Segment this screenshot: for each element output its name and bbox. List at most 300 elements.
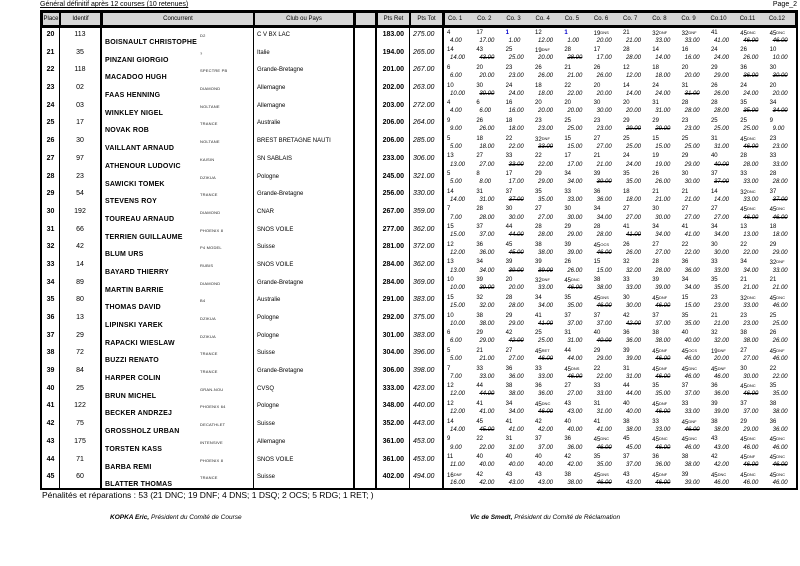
- pts-ret-cell: 333.00: [377, 382, 410, 400]
- race-result-cell: [737, 63, 766, 81]
- race-points: 30.00: [713, 249, 729, 256]
- race-result-cell: [561, 399, 590, 417]
- race-result-cell: [591, 187, 620, 205]
- race-points-discarded: 46.00: [537, 356, 553, 363]
- pts-tot-cell: 369.00: [410, 276, 444, 294]
- competitor-name: BAYARD THIERRY: [105, 268, 169, 276]
- race-points: 31.00: [596, 409, 612, 416]
- race-place: 36: [622, 330, 630, 337]
- race-points: 25.00: [537, 338, 553, 345]
- race-place: 7: [447, 365, 451, 372]
- race-result-cell: [473, 46, 502, 64]
- race-place: 25: [769, 312, 777, 319]
- race-place: 23: [505, 64, 513, 71]
- race-points: 42.00: [479, 479, 495, 486]
- penalties-summary: Pénalités et réparations : 53 (21 DNC; 19 DNF; 4 DNS; 1 DSQ; 2 OCS; 5 RDG; 1 RET; ): [42, 490, 374, 500]
- race-points: 31.00: [655, 108, 671, 115]
- boat-class-label: DECATHLET: [200, 422, 226, 428]
- race-points: 40.00: [479, 462, 495, 469]
- race-points: 34.00: [479, 267, 495, 274]
- race-result-cell: [591, 152, 620, 170]
- rank-cell: 40: [42, 382, 60, 400]
- race-place: 29: [710, 64, 718, 71]
- race-result-cell: [591, 470, 620, 488]
- race-code-label: DNC: [600, 436, 609, 442]
- race-result-cell: [620, 470, 649, 488]
- race-points-discarded: 42.00: [508, 338, 524, 345]
- gap-cell: [355, 417, 377, 435]
- race-result-cell: [503, 46, 532, 64]
- race-points: 23.00: [684, 126, 700, 133]
- race-points: 37.00: [567, 320, 583, 327]
- pts-ret-cell: 281.00: [377, 240, 410, 258]
- race-result-cell: [649, 187, 678, 205]
- race-result-cell: [620, 364, 649, 382]
- race-place: 10: [447, 277, 454, 284]
- table-row: [42, 293, 796, 311]
- race-result-cell: [444, 293, 473, 311]
- table-row: [42, 63, 796, 81]
- race-code-label: DNC: [746, 294, 756, 300]
- race-place: 22: [476, 436, 484, 443]
- race-place: 24: [652, 82, 659, 89]
- race-result-cell: [708, 417, 737, 435]
- race-place: 35: [622, 171, 630, 177]
- race-points: 5.00: [450, 356, 462, 363]
- race-points: 23.00: [508, 73, 524, 80]
- race-points-discarded: 46.00: [655, 409, 671, 416]
- race-result-cell: [708, 46, 737, 64]
- pts-tot-cell: 398.00: [410, 364, 444, 382]
- gap-cell: [355, 81, 377, 99]
- race-place: 34: [593, 206, 601, 213]
- club-cell: Grande-Bretagne: [254, 187, 355, 205]
- race-code-label: OCS: [600, 241, 609, 247]
- club-cell: Australie: [254, 293, 355, 311]
- race-points: 25.00: [508, 55, 524, 62]
- race-place: 14: [652, 47, 659, 54]
- race-result-cell: [679, 382, 708, 400]
- race-points: 25.00: [743, 126, 759, 133]
- race-result-cell: [679, 346, 708, 364]
- race-points: 18.00: [479, 143, 495, 150]
- race-place: 43: [476, 47, 484, 54]
- race-code-label: DNF: [658, 294, 668, 300]
- race-result-cell: [473, 453, 502, 471]
- race-points: 38.00: [508, 391, 524, 398]
- race-points: 38.00: [567, 479, 583, 486]
- race-place: 15: [652, 135, 659, 142]
- pts-ret-cell: 304.00: [377, 346, 410, 364]
- race-result-cell: [591, 364, 620, 382]
- race-points: 28.00: [625, 55, 641, 62]
- race-place: 36: [505, 365, 513, 372]
- race-place: 29: [593, 347, 601, 354]
- club-cell: Pologne: [254, 311, 355, 329]
- race-result-cell: [503, 134, 532, 152]
- race-points: 36.00: [713, 391, 729, 398]
- race-points: 28.00: [684, 108, 700, 115]
- race-result-cell: [591, 63, 620, 81]
- race-place: 43: [710, 436, 718, 443]
- race-place: 38: [593, 277, 601, 284]
- race-result-cell: [503, 382, 532, 400]
- race-result-cell: [561, 329, 590, 347]
- race-points-discarded: 46.00: [684, 426, 700, 433]
- race-points-discarded: 39.00: [596, 179, 612, 186]
- race-points: 20.00: [479, 73, 495, 80]
- race-place: 10: [769, 47, 777, 54]
- races-cells: [444, 240, 796, 258]
- table-row: [42, 187, 796, 205]
- rank-cell: 25: [42, 116, 60, 134]
- race-points: 36.00: [655, 462, 671, 469]
- race-result-cell: [591, 99, 620, 117]
- race-result-cell: [444, 187, 473, 205]
- race-result-cell: [444, 470, 473, 488]
- race-place: 26: [652, 171, 659, 177]
- race-points: 27.00: [537, 214, 553, 221]
- race-result-cell: [708, 63, 737, 81]
- race-column-header: Co. 4: [535, 16, 550, 22]
- race-result-cell: [620, 46, 649, 64]
- competitor-name: MARTIN BARRIE: [105, 286, 164, 294]
- race-code-label: DNS: [571, 365, 580, 371]
- race-result-cell: [767, 435, 796, 453]
- race-result-cell: [649, 453, 678, 471]
- race-place: 39: [681, 471, 689, 478]
- race-result-cell: [503, 311, 532, 329]
- race-place: 39: [476, 277, 484, 284]
- boat-class-label: P4 MODEL: [200, 245, 222, 251]
- race-points-discarded: 33.00: [508, 161, 524, 168]
- rank-cell: 42: [42, 417, 60, 435]
- table-row: [42, 152, 796, 170]
- race-result-cell: [444, 152, 473, 170]
- race-result-cell: [679, 205, 708, 223]
- race-place: 38: [740, 330, 747, 337]
- race-place: 35: [710, 277, 718, 284]
- race-points: 38.00: [537, 249, 553, 256]
- race-points: 31.00: [713, 143, 729, 150]
- races-cells: [444, 311, 796, 329]
- race-points: 28.00: [655, 267, 671, 274]
- race-points-discarded: 46.00: [655, 356, 671, 363]
- race-result-cell: [473, 187, 502, 205]
- race-result-cell: [473, 364, 502, 382]
- race-result-cell: [649, 346, 678, 364]
- race-points: 41.00: [596, 426, 612, 433]
- competitor-cell: [102, 240, 254, 258]
- race-place: 30: [740, 365, 747, 372]
- race-result-cell: [679, 329, 708, 347]
- race-result-cell: [620, 187, 649, 205]
- race-place: 22: [740, 241, 747, 248]
- race-result-cell: [679, 470, 708, 488]
- race-points: 25.00: [772, 320, 788, 327]
- table-header-row: [42, 12, 796, 28]
- race-place: 32: [622, 259, 630, 266]
- table-body: [42, 28, 796, 488]
- gap-cell: [355, 435, 377, 453]
- race-result-cell: [503, 205, 532, 223]
- race-result-cell: [649, 99, 678, 117]
- race-code-label: DNF: [688, 29, 697, 35]
- races-cells: [444, 453, 796, 471]
- sail-number-cell: 192: [60, 205, 102, 223]
- race-code-label: DNC: [746, 29, 756, 35]
- competitor-name: PINZANI GIORGIO: [105, 56, 169, 64]
- race-place: 21: [681, 188, 689, 195]
- competitor-name: STEVENS ROY: [105, 198, 157, 205]
- pts-ret-cell: 183.00: [377, 28, 410, 46]
- race-points: 35.00: [567, 303, 583, 309]
- pts-tot-cell: 275.00: [410, 28, 444, 46]
- club-cell: Suisse: [254, 240, 355, 258]
- race-points: 33.00: [655, 426, 671, 433]
- pts-ret-cell: 306.00: [377, 364, 410, 382]
- race-place: 42: [564, 454, 571, 460]
- race-place: 14: [447, 418, 454, 425]
- boat-class-label: TRANCE: [200, 475, 218, 481]
- race-place: 5: [447, 135, 451, 142]
- race-points: 6.00: [479, 108, 492, 115]
- race-place: 45DNS: [593, 471, 609, 479]
- race-place: 16DNF: [447, 471, 462, 479]
- race-points: 33.00: [537, 373, 553, 380]
- race-points: 31.00: [508, 444, 524, 451]
- race-points: 46.00: [684, 356, 700, 363]
- club-cell: Pologne: [254, 399, 355, 417]
- race-result-cell: [444, 382, 473, 400]
- race-result-cell: [649, 152, 678, 170]
- race-result-cell: [679, 170, 708, 188]
- race-place: 42: [476, 471, 484, 478]
- race-points: 29.00: [713, 73, 729, 80]
- race-place: 18: [534, 82, 542, 89]
- race-points: 39.00: [713, 409, 729, 416]
- race-result-cell: [679, 258, 708, 276]
- race-result-cell: [767, 187, 796, 205]
- race-place: 28: [622, 47, 630, 54]
- race-result-cell: [561, 170, 590, 188]
- race-place: 27: [505, 347, 513, 354]
- race-place: 45DNF: [652, 400, 668, 408]
- races-cells: [444, 399, 796, 417]
- race-place: 26: [593, 64, 601, 71]
- race-place: 32DNC: [740, 188, 756, 196]
- race-code-label: DNC: [688, 436, 697, 442]
- race-result-cell: [561, 223, 590, 241]
- club-cell: Grande-Bretagne: [254, 63, 355, 81]
- race-points-discarded: 46.00: [655, 373, 671, 380]
- rank-cell: 43: [42, 435, 60, 453]
- races-cells: [444, 81, 796, 99]
- race-result-cell: [767, 258, 796, 276]
- race-place: 35: [534, 188, 542, 195]
- race-result-cell: [561, 134, 590, 152]
- race-result-cell: [767, 417, 796, 435]
- rank-cell: 36: [42, 311, 60, 329]
- race-place: 45DNF: [740, 454, 756, 461]
- race-result-cell: [591, 223, 620, 241]
- competitor-cell: [102, 435, 254, 453]
- race-place: 31: [505, 436, 513, 443]
- race-points: 36.00: [596, 196, 612, 203]
- race-place: 23: [681, 117, 689, 124]
- race-place: 23: [534, 117, 542, 124]
- race-place: 29: [740, 418, 747, 425]
- race-result-cell: [767, 453, 796, 471]
- race-points-discarded: 40.00: [596, 338, 612, 345]
- race-result-cell: [767, 28, 796, 46]
- race-result-cell: [532, 46, 561, 64]
- rank-cell: 22: [42, 63, 60, 81]
- competitor-cell: [102, 152, 254, 170]
- competitor-cell: [102, 116, 254, 134]
- race-place: 36: [652, 454, 659, 460]
- race-column-header: Co.12: [768, 16, 785, 22]
- race-points-discarded: 39.00: [537, 267, 553, 274]
- race-place: 43: [622, 471, 630, 478]
- pts-tot-cell: 306.00: [410, 152, 444, 170]
- pts-ret-cell: 202.00: [377, 81, 410, 99]
- race-code-label: DNS: [600, 471, 609, 477]
- race-result-cell: [620, 223, 649, 241]
- race-place: 27: [681, 206, 689, 213]
- race-place: 26: [476, 117, 484, 124]
- race-place: 14: [622, 82, 630, 89]
- race-points: 14.00: [713, 196, 729, 203]
- sail-number-cell: 80: [60, 293, 102, 311]
- race-place: 45DNF: [652, 471, 668, 479]
- competitor-cell: [102, 399, 254, 417]
- boat-class-label: TRANCE: [200, 192, 218, 198]
- race-points: 30.00: [743, 373, 759, 380]
- competitor-name: NOVAK ROB: [105, 127, 150, 135]
- race-points-discarded: 46.00: [772, 462, 788, 469]
- race-result-cell: [473, 346, 502, 364]
- competitor-cell: [102, 223, 254, 241]
- race-points: 28.00: [596, 232, 612, 239]
- race-points: 21.00: [596, 161, 612, 168]
- competitor-cell: [102, 382, 254, 400]
- race-place: 37: [681, 383, 689, 390]
- race-result-cell: [503, 187, 532, 205]
- race-points: 18.00: [772, 232, 788, 239]
- race-result-cell: [561, 364, 590, 382]
- race-result-cell: [737, 399, 766, 417]
- race-result-cell: [591, 28, 620, 46]
- race-points: 18.00: [537, 90, 553, 97]
- race-place: 38: [622, 418, 630, 425]
- pts-tot-cell: 362.00: [410, 223, 444, 241]
- race-result-cell: [561, 382, 590, 400]
- race-result-cell: [767, 63, 796, 81]
- race-code-label: DNC: [746, 188, 756, 194]
- table-row: [42, 382, 796, 400]
- table-row: [42, 223, 796, 241]
- gap-cell: [355, 63, 377, 81]
- race-result-cell: [561, 276, 590, 294]
- race-points: 16.00: [450, 479, 466, 486]
- race-points-discarded: 30.00: [772, 73, 788, 80]
- race-place: 18: [622, 188, 630, 195]
- race-result-cell: [532, 223, 561, 241]
- race-points: 33.00: [743, 196, 759, 203]
- race-result-cell: [620, 240, 649, 258]
- race-place: 37: [652, 312, 659, 319]
- competitor-cell: [102, 81, 254, 99]
- club-cell: CNAR: [254, 205, 355, 223]
- race-result-cell: [767, 470, 796, 488]
- races-cells: [444, 116, 796, 134]
- competitor-cell: [102, 258, 254, 276]
- race-points: 10.00: [450, 90, 466, 97]
- race-place: 45DNC: [593, 436, 609, 444]
- race-result-cell: [473, 99, 502, 117]
- race-result-cell: [620, 63, 649, 81]
- race-place: 13: [447, 153, 454, 160]
- races-cells: [444, 346, 796, 364]
- race-points-discarded: 46.00: [596, 444, 612, 451]
- race-place: 15: [447, 294, 454, 301]
- race-place: 24: [505, 82, 513, 89]
- race-code-label: DNF: [658, 365, 668, 371]
- race-result-cell: [737, 417, 766, 435]
- race-points-discarded: 37.00: [772, 196, 788, 203]
- race-points: 43.00: [625, 479, 641, 486]
- race-place: 41: [505, 418, 513, 425]
- competitor-name: HARPER COLIN: [105, 375, 161, 382]
- race-place: 12: [447, 400, 454, 407]
- race-place: 45DNF: [652, 294, 668, 302]
- race-result-cell: [503, 28, 532, 46]
- rank-cell: 29: [42, 187, 60, 205]
- race-points-discarded: 33.00: [537, 143, 553, 150]
- race-result-cell: [561, 453, 590, 471]
- race-column-header: Co. 3: [506, 16, 521, 22]
- header-races: [444, 12, 796, 26]
- race-result-cell: [444, 28, 473, 46]
- pts-tot-cell: 383.00: [410, 329, 444, 347]
- race-result-cell: [503, 276, 532, 294]
- race-place: 21: [769, 277, 777, 284]
- race-points: 24.00: [713, 55, 729, 62]
- race-place: 20: [476, 64, 484, 71]
- race-result-cell: [737, 470, 766, 488]
- race-result-cell: [444, 258, 473, 276]
- race-points-discarded: 44.00: [508, 232, 524, 239]
- race-result-cell: [473, 63, 502, 81]
- club-cell: Australie: [254, 116, 355, 134]
- race-place: 39: [534, 259, 542, 266]
- boat-class-label: PHOENIX 64: [200, 404, 226, 410]
- race-result-cell: [532, 364, 561, 382]
- boat-class-label: DIAMOND: [200, 280, 221, 286]
- gap-cell: [355, 329, 377, 347]
- competitor-name: TERRIEN GUILLAUME: [105, 233, 183, 241]
- race-result-cell: [591, 311, 620, 329]
- race-points: 46.00: [743, 479, 759, 486]
- race-place: 33: [622, 277, 630, 284]
- race-points: 18.00: [508, 126, 524, 133]
- race-place: 44: [564, 347, 571, 354]
- race-points-discarded: 43.00: [479, 55, 495, 62]
- pts-tot-cell: 272.00: [410, 99, 444, 117]
- race-result-cell: [708, 240, 737, 258]
- table-row: [42, 28, 796, 46]
